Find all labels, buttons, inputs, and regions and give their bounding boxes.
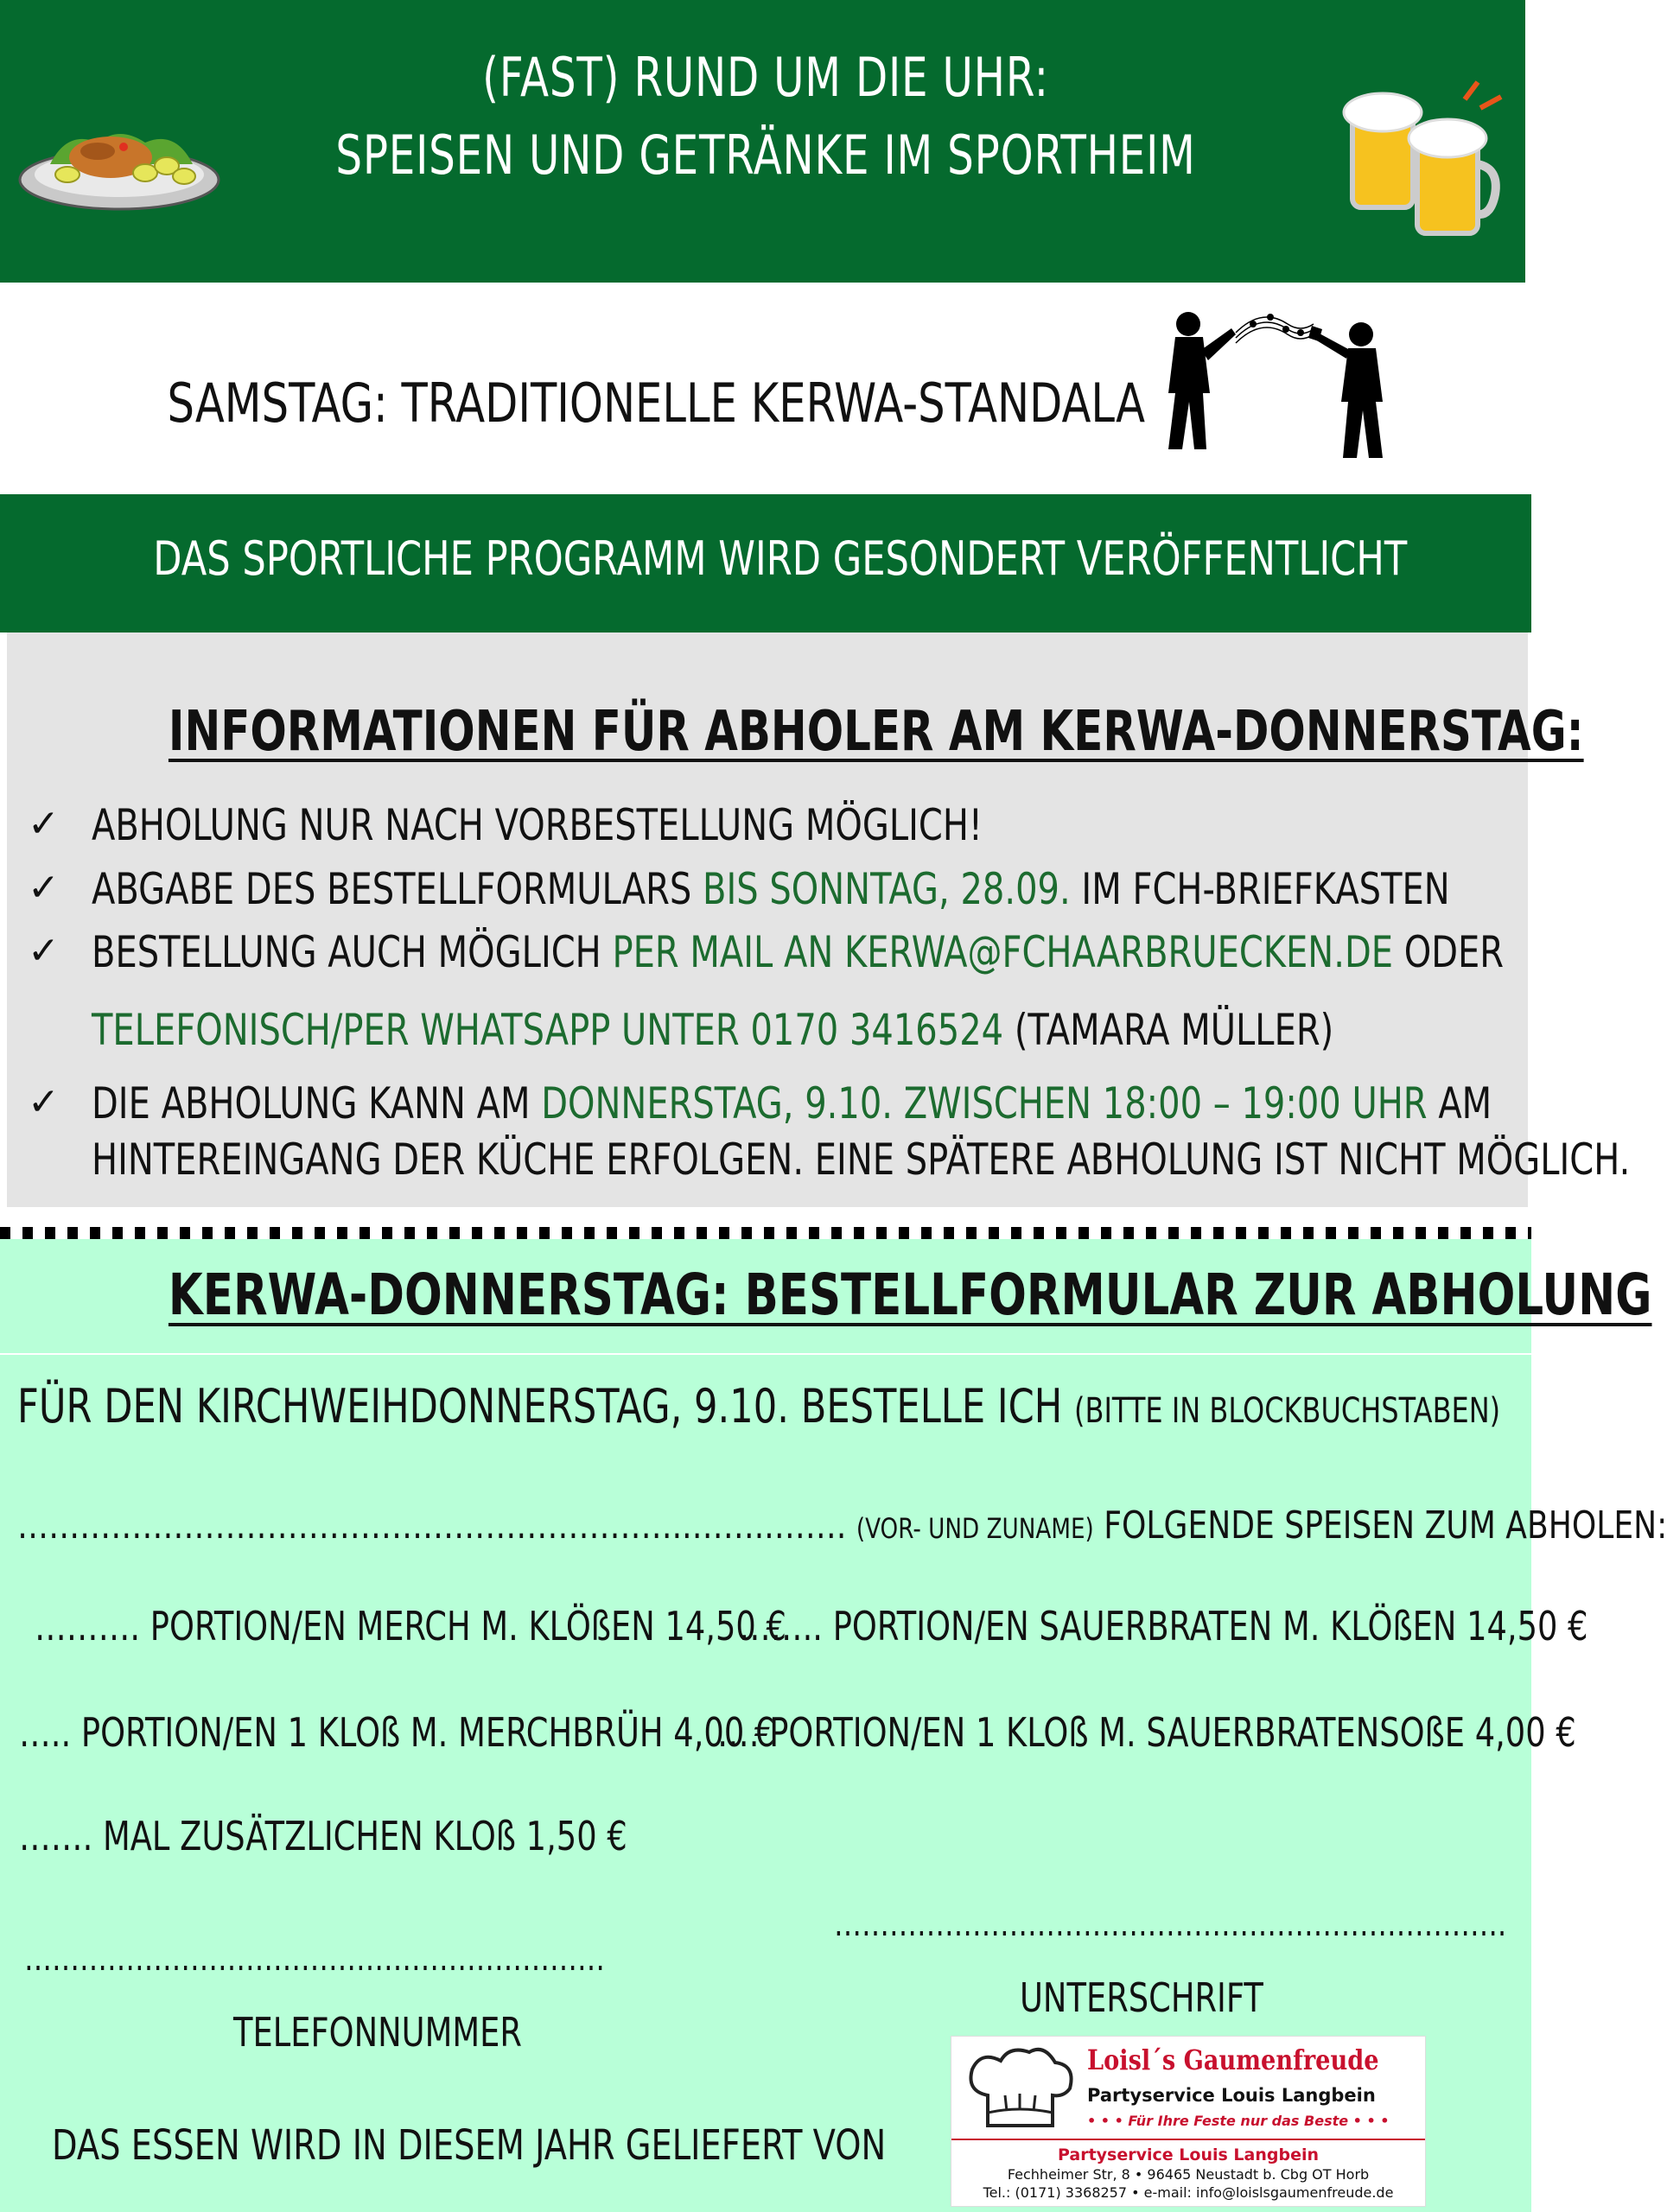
order-item-extra-kloss[interactable]: ……. MAL ZUSÄTZLICHEN KLOß 1,50 € xyxy=(19,1813,627,1859)
check-icon: ✓ xyxy=(28,866,60,910)
info-bullet-3-phone: TELEFONISCH/PER WHATSAPP UNTER 0170 3416524 xyxy=(92,1005,1004,1055)
caterer-logo xyxy=(951,2036,1426,2207)
logo-company: Partyservice Louis Langbein xyxy=(1057,2145,1319,2164)
samstag-text: SAMSTAG: TRADITIONELLE KERWA-STANDALA xyxy=(167,372,1146,435)
delivered-by-text: DAS ESSEN WIRD IN DIESEM JAHR GELIEFERT VON xyxy=(52,2121,887,2170)
info-bullet-2-pre: ABGABE DES BESTELLFORMULARS xyxy=(92,864,703,914)
check-icon: ✓ xyxy=(28,1080,60,1124)
form-intro-text: FÜR DEN KIRCHWEIHDONNERSTAG, 9.10. BESTELLE ICH xyxy=(17,1379,1063,1433)
form-heading xyxy=(168,1262,1652,1328)
logo-address: Fechheimer Str, 8 • 96465 Neustadt b. Cbg OT Horb xyxy=(1007,2166,1370,2183)
form-intro-note: (BITTE IN BLOCKBUCHSTABEN) xyxy=(1074,1391,1501,1431)
logo-tagline: • • • Für Ihre Feste nur das Beste • • • xyxy=(1087,2113,1390,2129)
form-divider xyxy=(0,1353,1531,1355)
signature-field[interactable]: ………………………………………………………………. xyxy=(834,1904,1507,1944)
info-bullet-4-time: DONNERSTAG, 9.10. ZWISCHEN 18:00 – 19:00 UHR xyxy=(541,1078,1428,1128)
header-title xyxy=(169,39,1363,194)
beer-mugs-icon xyxy=(1335,78,1508,251)
check-icon: ✓ xyxy=(28,802,60,846)
header-title-line2: SPEISEN UND GETRÄNKE IM SPORTHEIM xyxy=(335,124,1196,187)
logo-name: Loisl´s Gaumenfreude xyxy=(1087,2044,1379,2076)
info-bullet-4-post: AM xyxy=(1427,1078,1492,1128)
info-heading-text: INFORMATIONEN FÜR ABHOLER AM KERWA-DONNERSTAG: xyxy=(168,700,1584,764)
info-heading xyxy=(168,700,1584,764)
food-plate-icon xyxy=(16,104,223,216)
logo-contact[interactable]: Tel.: (0171) 3368257 • e-mail: info@loislsgaumenfreude.de xyxy=(983,2184,1394,2201)
form-name-line[interactable] xyxy=(17,1503,1667,1548)
info-bullet-3-line2 xyxy=(92,1005,1333,1055)
form-intro xyxy=(17,1379,1500,1433)
phone-field[interactable]: ……………………………………………………… xyxy=(24,1939,605,1979)
info-bullet-3-email: PER MAIL AN KERWA@FCHAARBRUECKEN.DE xyxy=(612,927,1394,977)
name-input-dots[interactable]: ………………………………………………………..……..……. xyxy=(17,1503,847,1548)
order-item-merch[interactable]: ………. PORTION/EN MERCH M. KLÖßEN 14,50 € xyxy=(35,1603,786,1649)
order-item-sauerbratensosse[interactable]: …. PORTION/EN 1 KLOß M. SAUERBRATENSOßE 4,00 € xyxy=(717,1709,1576,1756)
program-text: DAS SPORTLICHE PROGRAMM WIRD GESONDERT VERÖFFENTLICHT xyxy=(153,531,1408,586)
info-bullet-4 xyxy=(92,1078,1492,1128)
info-bullet-2-highlight: BIS SONNTAG, 28.09. xyxy=(703,864,1071,914)
info-bullet-3-pre: BESTELLUNG AUCH MÖGLICH xyxy=(92,927,613,977)
order-item-sauerbraten[interactable]: …….. PORTION/EN SAUERBRATEN M. KLÖßEN 14,50 € xyxy=(739,1603,1588,1649)
name-input-label: (VOR- UND ZUNAME) xyxy=(856,1512,1094,1545)
info-bullet-2 xyxy=(92,864,1450,914)
logo-subtitle: Partyservice Louis Langbein xyxy=(1087,2085,1376,2106)
info-bullet-3-post: ODER xyxy=(1393,927,1505,977)
info-bullet-1: ABHOLUNG NUR NACH VORBESTELLUNG MÖGLICH! xyxy=(92,800,983,850)
form-heading-text: KERWA-DONNERSTAG: BESTELLFORMULAR ZUR ABHOLUNG xyxy=(168,1262,1652,1328)
musicians-icon xyxy=(1149,298,1409,462)
info-bullet-4-line2: HINTEREINGANG DER KÜCHE ERFOLGEN. EINE SPÄTERE ABHOLUNG IST NICHT MÖGLICH. xyxy=(92,1135,1631,1185)
info-bullet-3 xyxy=(92,927,1504,977)
order-item-merchbrueh[interactable]: ….. PORTION/EN 1 KLOß M. MERCHBRÜH 4,00 € xyxy=(19,1709,775,1756)
form-name-post: FOLGENDE SPEISEN ZUM ABHOLEN: xyxy=(1104,1503,1667,1548)
info-bullet-3-contact: (TAMARA MÜLLER) xyxy=(1003,1005,1334,1055)
header-title-line1: (FAST) RUND UM DIE UHR: xyxy=(482,46,1049,109)
chef-hat-icon xyxy=(962,2044,1078,2135)
phone-label: TELEFONNUMMER xyxy=(233,2009,522,2056)
logo-divider xyxy=(951,2139,1425,2140)
info-bullet-2-post: IM FCH-BRIEFKASTEN xyxy=(1070,864,1450,914)
signature-label: UNTERSCHRIFT xyxy=(1020,1974,1263,2021)
dashed-cut-line xyxy=(0,1227,1531,1239)
info-bullet-4-pre: DIE ABHOLUNG KANN AM xyxy=(92,1078,542,1128)
check-icon: ✓ xyxy=(28,929,60,973)
